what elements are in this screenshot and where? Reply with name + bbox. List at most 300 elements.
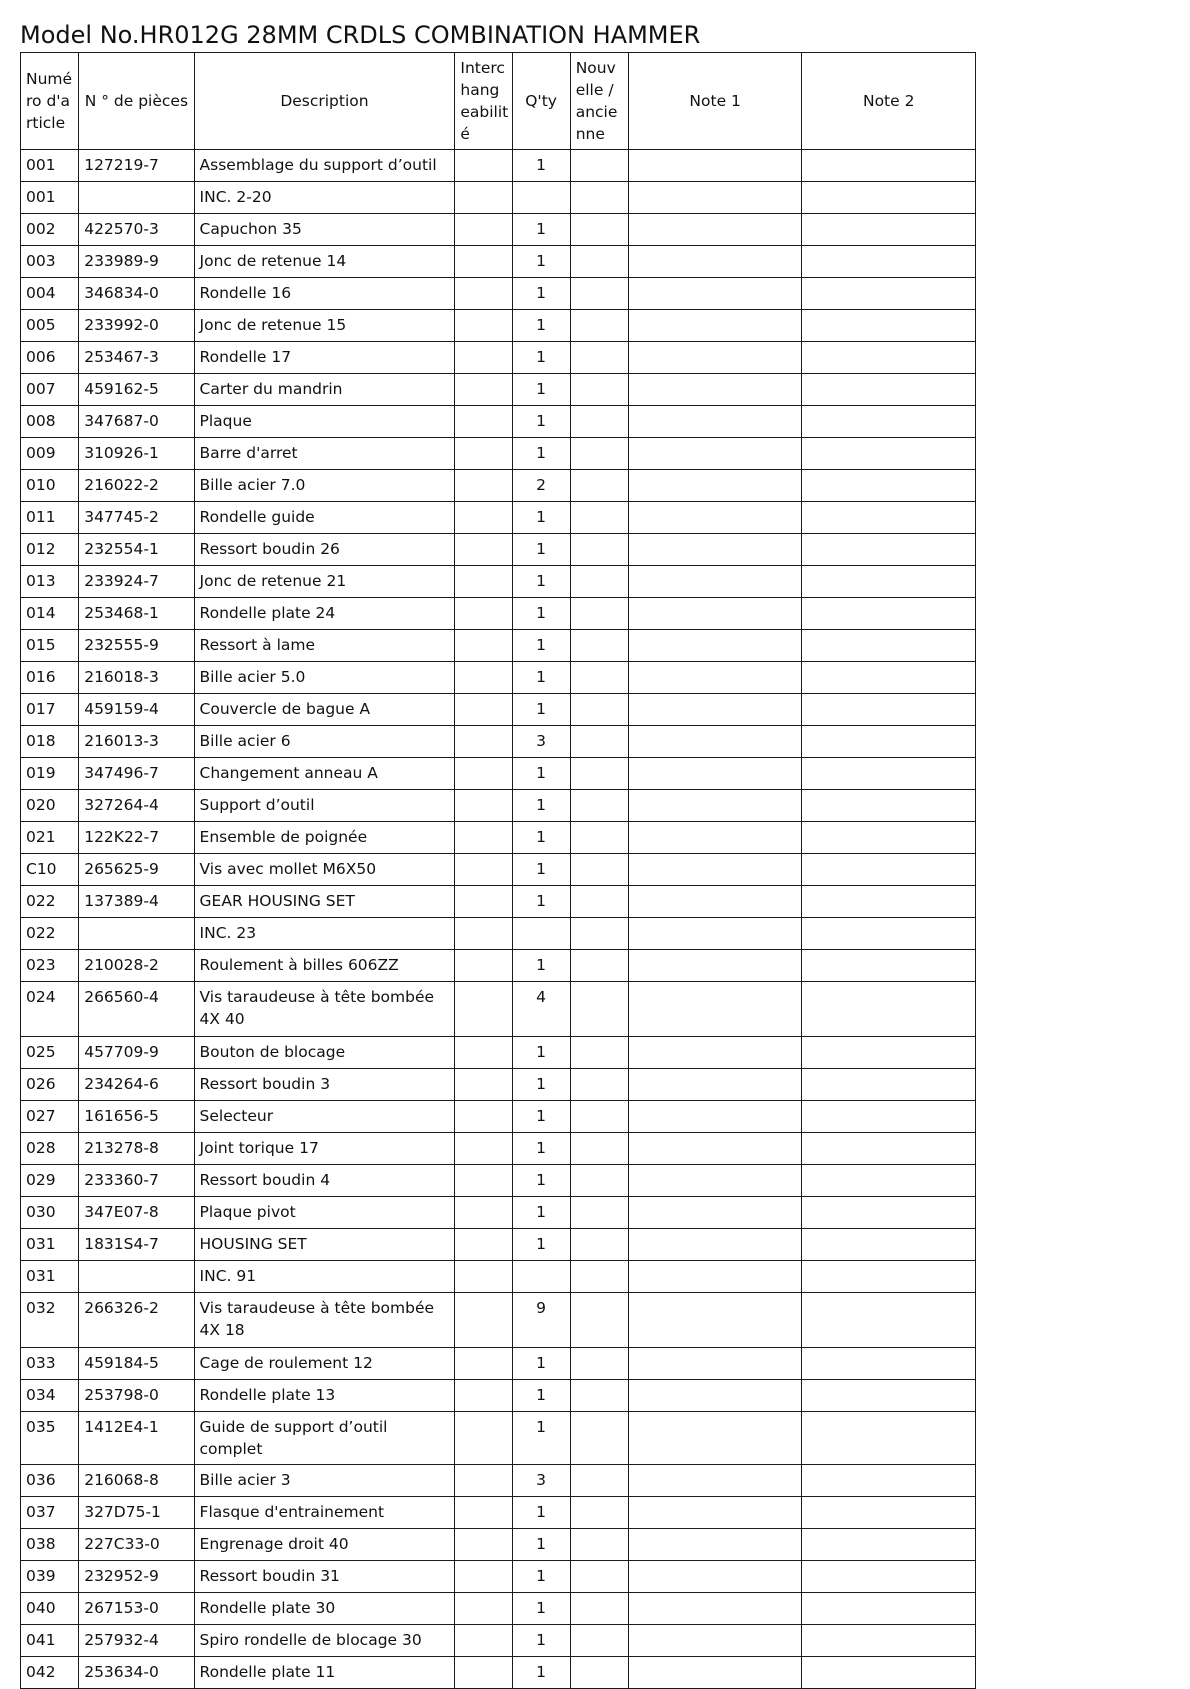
new-old-cell	[570, 1229, 628, 1261]
quantity-cell: 1	[512, 1657, 570, 1689]
item-number-cell: 005	[21, 310, 79, 342]
part-number-cell: 227C33-0	[79, 1529, 194, 1561]
interchangeability-cell	[455, 1101, 512, 1133]
note-2-cell	[802, 1497, 976, 1529]
table-row	[21, 470, 976, 502]
part-number-cell: 457709-9	[79, 1037, 194, 1069]
new-old-cell	[570, 1133, 628, 1165]
item-number-cell: 031	[21, 1261, 79, 1293]
table-row	[21, 502, 976, 534]
note-2-cell	[802, 1069, 976, 1101]
description-cell: Selecteur	[194, 1101, 455, 1133]
description-cell: Jonc de retenue 21	[194, 566, 455, 598]
table-row	[21, 630, 976, 662]
part-number-cell: 459184-5	[79, 1348, 194, 1380]
table-row	[21, 854, 976, 886]
note-1-cell	[628, 310, 802, 342]
item-number-cell: 028	[21, 1133, 79, 1165]
description-cell: Support d’outil	[194, 790, 455, 822]
new-old-cell	[570, 182, 628, 214]
new-old-cell	[570, 630, 628, 662]
note-2-cell	[802, 182, 976, 214]
new-old-cell	[570, 918, 628, 950]
new-old-cell	[570, 758, 628, 790]
quantity-cell: 1	[512, 150, 570, 182]
table-row	[21, 150, 976, 182]
table-row	[21, 726, 976, 758]
part-number-cell: 327264-4	[79, 790, 194, 822]
parts-table-body	[21, 150, 976, 1689]
quantity-cell: 9	[512, 1293, 570, 1348]
interchangeability-cell	[455, 630, 512, 662]
part-number-cell: 253798-0	[79, 1380, 194, 1412]
note-2-cell	[802, 534, 976, 566]
interchangeability-cell	[455, 790, 512, 822]
new-old-cell	[570, 1069, 628, 1101]
table-row	[21, 1561, 976, 1593]
interchangeability-cell	[455, 150, 512, 182]
note-2-cell	[802, 726, 976, 758]
interchangeability-cell	[455, 1261, 512, 1293]
interchangeability-cell	[455, 1348, 512, 1380]
table-row	[21, 1465, 976, 1497]
table-row	[21, 1037, 976, 1069]
quantity-cell: 1	[512, 886, 570, 918]
part-number-cell: 213278-8	[79, 1133, 194, 1165]
table-row	[21, 534, 976, 566]
item-number-cell: 032	[21, 1293, 79, 1348]
part-number-cell: 459159-4	[79, 694, 194, 726]
note-2-cell	[802, 854, 976, 886]
part-number-cell: 233989-9	[79, 246, 194, 278]
part-number-cell: 232554-1	[79, 534, 194, 566]
item-number-cell: 038	[21, 1529, 79, 1561]
note-2-cell	[802, 1625, 976, 1657]
note-2-cell	[802, 374, 976, 406]
description-cell: Guide de support d’outil complet	[194, 1412, 455, 1465]
note-1-cell	[628, 246, 802, 278]
interchangeability-cell	[455, 246, 512, 278]
table-row	[21, 438, 976, 470]
item-number-cell: 031	[21, 1229, 79, 1261]
note-1-cell	[628, 182, 802, 214]
note-2-cell	[802, 630, 976, 662]
part-number-cell: 327D75-1	[79, 1497, 194, 1529]
description-cell: Ensemble de poignée	[194, 822, 455, 854]
note-2-cell	[802, 1593, 976, 1625]
note-2-cell	[802, 150, 976, 182]
description-cell: Carter du mandrin	[194, 374, 455, 406]
table-row	[21, 1229, 976, 1261]
item-number-cell: 024	[21, 982, 79, 1037]
item-number-cell: 036	[21, 1465, 79, 1497]
interchangeability-cell	[455, 214, 512, 246]
interchangeability-cell	[455, 502, 512, 534]
item-number-cell: 022	[21, 918, 79, 950]
note-1-cell	[628, 790, 802, 822]
interchangeability-cell	[455, 1380, 512, 1412]
description-cell: Rondelle plate 30	[194, 1593, 455, 1625]
column-header-note-1: Note 1	[628, 53, 802, 150]
interchangeability-cell	[455, 1561, 512, 1593]
note-1-cell	[628, 1412, 802, 1465]
note-1-cell	[628, 758, 802, 790]
item-number-cell: 040	[21, 1593, 79, 1625]
note-1-cell	[628, 1348, 802, 1380]
new-old-cell	[570, 854, 628, 886]
new-old-cell	[570, 150, 628, 182]
interchangeability-cell	[455, 406, 512, 438]
part-number-cell: 216068-8	[79, 1465, 194, 1497]
table-row	[21, 1101, 976, 1133]
interchangeability-cell	[455, 438, 512, 470]
description-cell: Plaque	[194, 406, 455, 438]
quantity-cell: 1	[512, 598, 570, 630]
item-number-cell: 003	[21, 246, 79, 278]
note-2-cell	[802, 758, 976, 790]
item-number-cell: 004	[21, 278, 79, 310]
interchangeability-cell	[455, 950, 512, 982]
interchangeability-cell	[455, 1465, 512, 1497]
quantity-cell: 1	[512, 214, 570, 246]
new-old-cell	[570, 1465, 628, 1497]
item-number-cell: 021	[21, 822, 79, 854]
item-number-cell: 015	[21, 630, 79, 662]
note-1-cell	[628, 150, 802, 182]
description-cell: Rondelle plate 13	[194, 1380, 455, 1412]
table-row	[21, 278, 976, 310]
interchangeability-cell	[455, 1412, 512, 1465]
table-row	[21, 982, 976, 1037]
note-2-cell	[802, 1348, 976, 1380]
description-cell: Bouton de blocage	[194, 1037, 455, 1069]
interchangeability-cell	[455, 310, 512, 342]
description-cell: Rondelle guide	[194, 502, 455, 534]
interchangeability-cell	[455, 726, 512, 758]
note-2-cell	[802, 918, 976, 950]
description-cell: Changement anneau A	[194, 758, 455, 790]
note-1-cell	[628, 534, 802, 566]
interchangeability-cell	[455, 1197, 512, 1229]
table-row	[21, 918, 976, 950]
new-old-cell	[570, 310, 628, 342]
description-cell: Vis taraudeuse à tête bombée 4X 18	[194, 1293, 455, 1348]
description-cell: Capuchon 35	[194, 214, 455, 246]
new-old-cell	[570, 1561, 628, 1593]
item-number-cell: 008	[21, 406, 79, 438]
item-number-cell: 018	[21, 726, 79, 758]
note-1-cell	[628, 566, 802, 598]
quantity-cell: 1	[512, 1529, 570, 1561]
description-cell: INC. 2-20	[194, 182, 455, 214]
interchangeability-cell	[455, 854, 512, 886]
quantity-cell: 1	[512, 1561, 570, 1593]
new-old-cell	[570, 982, 628, 1037]
note-1-cell	[628, 822, 802, 854]
new-old-cell	[570, 694, 628, 726]
note-2-cell	[802, 214, 976, 246]
note-2-cell	[802, 1412, 976, 1465]
interchangeability-cell	[455, 278, 512, 310]
item-number-cell: 034	[21, 1380, 79, 1412]
part-number-cell: 347E07-8	[79, 1197, 194, 1229]
note-2-cell	[802, 1165, 976, 1197]
quantity-cell: 1	[512, 502, 570, 534]
note-1-cell	[628, 982, 802, 1037]
quantity-cell: 1	[512, 1229, 570, 1261]
part-number-cell: 257932-4	[79, 1625, 194, 1657]
item-number-cell: 033	[21, 1348, 79, 1380]
table-row	[21, 822, 976, 854]
part-number-cell: 346834-0	[79, 278, 194, 310]
note-1-cell	[628, 374, 802, 406]
interchangeability-cell	[455, 470, 512, 502]
new-old-cell	[570, 1497, 628, 1529]
note-1-cell	[628, 1593, 802, 1625]
note-2-cell	[802, 790, 976, 822]
table-row	[21, 246, 976, 278]
item-number-cell: 002	[21, 214, 79, 246]
quantity-cell: 1	[512, 246, 570, 278]
quantity-cell: 1	[512, 854, 570, 886]
quantity-cell: 1	[512, 278, 570, 310]
note-1-cell	[628, 1101, 802, 1133]
interchangeability-cell	[455, 1133, 512, 1165]
table-row	[21, 1133, 976, 1165]
page-title: Model No.HR012G 28MM CRDLS COMBINATION HAMMER	[20, 21, 701, 49]
column-header-part-number: N ° de pièces	[79, 53, 194, 150]
new-old-cell	[570, 1293, 628, 1348]
quantity-cell: 1	[512, 1069, 570, 1101]
interchangeability-cell	[455, 1229, 512, 1261]
description-cell: Flasque d'entrainement	[194, 1497, 455, 1529]
note-1-cell	[628, 214, 802, 246]
new-old-cell	[570, 726, 628, 758]
description-cell: Rondelle 17	[194, 342, 455, 374]
part-number-cell: 266326-2	[79, 1293, 194, 1348]
note-2-cell	[802, 950, 976, 982]
description-cell: INC. 23	[194, 918, 455, 950]
part-number-cell: 347687-0	[79, 406, 194, 438]
part-number-cell: 137389-4	[79, 886, 194, 918]
note-2-cell	[802, 1657, 976, 1689]
quantity-cell: 1	[512, 1133, 570, 1165]
table-row	[21, 950, 976, 982]
new-old-cell	[570, 886, 628, 918]
new-old-cell	[570, 1037, 628, 1069]
interchangeability-cell	[455, 182, 512, 214]
description-cell: Ressort à lame	[194, 630, 455, 662]
note-2-cell	[802, 1197, 976, 1229]
item-number-cell: 025	[21, 1037, 79, 1069]
interchangeability-cell	[455, 982, 512, 1037]
interchangeability-cell	[455, 1497, 512, 1529]
interchangeability-cell	[455, 566, 512, 598]
description-cell: Joint torique 17	[194, 1133, 455, 1165]
new-old-cell	[570, 214, 628, 246]
note-1-cell	[628, 1561, 802, 1593]
interchangeability-cell	[455, 1625, 512, 1657]
note-2-cell	[802, 886, 976, 918]
quantity-cell: 1	[512, 1380, 570, 1412]
interchangeability-cell	[455, 1293, 512, 1348]
interchangeability-cell	[455, 662, 512, 694]
note-2-cell	[802, 1561, 976, 1593]
column-header-note-2: Note 2	[802, 53, 976, 150]
new-old-cell	[570, 470, 628, 502]
quantity-cell: 1	[512, 1165, 570, 1197]
item-number-cell: 022	[21, 886, 79, 918]
note-1-cell	[628, 470, 802, 502]
part-number-cell: 233992-0	[79, 310, 194, 342]
description-cell: Ressort boudin 31	[194, 1561, 455, 1593]
description-cell: Engrenage droit 40	[194, 1529, 455, 1561]
item-number-cell: 001	[21, 150, 79, 182]
part-number-cell: 232952-9	[79, 1561, 194, 1593]
table-row	[21, 694, 976, 726]
table-row	[21, 886, 976, 918]
new-old-cell	[570, 278, 628, 310]
interchangeability-cell	[455, 694, 512, 726]
item-number-cell: 037	[21, 1497, 79, 1529]
description-cell: Vis avec mollet M6X50	[194, 854, 455, 886]
note-2-cell	[802, 1133, 976, 1165]
item-number-cell: 012	[21, 534, 79, 566]
description-cell: Rondelle plate 24	[194, 598, 455, 630]
item-number-cell: 016	[21, 662, 79, 694]
description-cell: Jonc de retenue 14	[194, 246, 455, 278]
note-2-cell	[802, 822, 976, 854]
new-old-cell	[570, 1348, 628, 1380]
quantity-cell: 1	[512, 566, 570, 598]
note-1-cell	[628, 918, 802, 950]
part-number-cell: 127219-7	[79, 150, 194, 182]
note-2-cell	[802, 1465, 976, 1497]
note-1-cell	[628, 1165, 802, 1197]
description-cell: Roulement à billes 606ZZ	[194, 950, 455, 982]
quantity-cell: 1	[512, 950, 570, 982]
note-2-cell	[802, 342, 976, 374]
quantity-cell: 1	[512, 1037, 570, 1069]
table-row	[21, 1261, 976, 1293]
part-number-cell: 266560-4	[79, 982, 194, 1037]
table-row	[21, 1412, 976, 1465]
note-1-cell	[628, 854, 802, 886]
new-old-cell	[570, 566, 628, 598]
table-row	[21, 1293, 976, 1348]
quantity-cell: 1	[512, 1101, 570, 1133]
note-2-cell	[802, 1293, 976, 1348]
quantity-cell: 3	[512, 1465, 570, 1497]
item-number-cell: 026	[21, 1069, 79, 1101]
part-number-cell: 422570-3	[79, 214, 194, 246]
part-number-cell: 253468-1	[79, 598, 194, 630]
quantity-cell: 1	[512, 662, 570, 694]
part-number-cell: 233360-7	[79, 1165, 194, 1197]
part-number-cell: 1831S4-7	[79, 1229, 194, 1261]
item-number-cell: 023	[21, 950, 79, 982]
new-old-cell	[570, 1529, 628, 1561]
interchangeability-cell	[455, 534, 512, 566]
part-number-cell	[79, 1261, 194, 1293]
quantity-cell: 1	[512, 342, 570, 374]
note-2-cell	[802, 982, 976, 1037]
note-2-cell	[802, 1037, 976, 1069]
new-old-cell	[570, 1412, 628, 1465]
table-row	[21, 182, 976, 214]
table-row	[21, 1197, 976, 1229]
quantity-cell: 1	[512, 1625, 570, 1657]
part-number-cell: 347496-7	[79, 758, 194, 790]
table-row	[21, 758, 976, 790]
table-row	[21, 1380, 976, 1412]
description-cell: Bille acier 7.0	[194, 470, 455, 502]
note-1-cell	[628, 1037, 802, 1069]
table-row	[21, 342, 976, 374]
description-cell: Rondelle 16	[194, 278, 455, 310]
note-1-cell	[628, 502, 802, 534]
item-number-cell: 013	[21, 566, 79, 598]
description-cell: Couvercle de bague A	[194, 694, 455, 726]
item-number-cell: 020	[21, 790, 79, 822]
note-2-cell	[802, 1229, 976, 1261]
description-cell: Jonc de retenue 15	[194, 310, 455, 342]
note-2-cell	[802, 406, 976, 438]
quantity-cell: 4	[512, 982, 570, 1037]
table-row	[21, 1657, 976, 1689]
quantity-cell	[512, 182, 570, 214]
note-1-cell	[628, 438, 802, 470]
item-number-cell: 010	[21, 470, 79, 502]
note-2-cell	[802, 598, 976, 630]
quantity-cell: 1	[512, 406, 570, 438]
note-1-cell	[628, 1069, 802, 1101]
part-number-cell: 216018-3	[79, 662, 194, 694]
note-1-cell	[628, 342, 802, 374]
item-number-cell: 001	[21, 182, 79, 214]
note-1-cell	[628, 694, 802, 726]
note-2-cell	[802, 566, 976, 598]
note-1-cell	[628, 1380, 802, 1412]
part-number-cell: 216013-3	[79, 726, 194, 758]
new-old-cell	[570, 950, 628, 982]
table-row	[21, 214, 976, 246]
table-row	[21, 1529, 976, 1561]
new-old-cell	[570, 534, 628, 566]
description-cell: Bille acier 3	[194, 1465, 455, 1497]
part-number-cell: 1412E4-1	[79, 1412, 194, 1465]
note-1-cell	[628, 886, 802, 918]
note-1-cell	[628, 1657, 802, 1689]
quantity-cell: 1	[512, 438, 570, 470]
description-cell: Cage de roulement 12	[194, 1348, 455, 1380]
description-cell: GEAR HOUSING SET	[194, 886, 455, 918]
part-number-cell: 122K22-7	[79, 822, 194, 854]
part-number-cell: 232555-9	[79, 630, 194, 662]
new-old-cell	[570, 406, 628, 438]
note-2-cell	[802, 1261, 976, 1293]
new-old-cell	[570, 438, 628, 470]
description-cell: Barre d'arret	[194, 438, 455, 470]
note-1-cell	[628, 598, 802, 630]
new-old-cell	[570, 1625, 628, 1657]
quantity-cell: 1	[512, 630, 570, 662]
part-number-cell: 459162-5	[79, 374, 194, 406]
interchangeability-cell	[455, 918, 512, 950]
table-row	[21, 1497, 976, 1529]
note-1-cell	[628, 1529, 802, 1561]
note-1-cell	[628, 1465, 802, 1497]
